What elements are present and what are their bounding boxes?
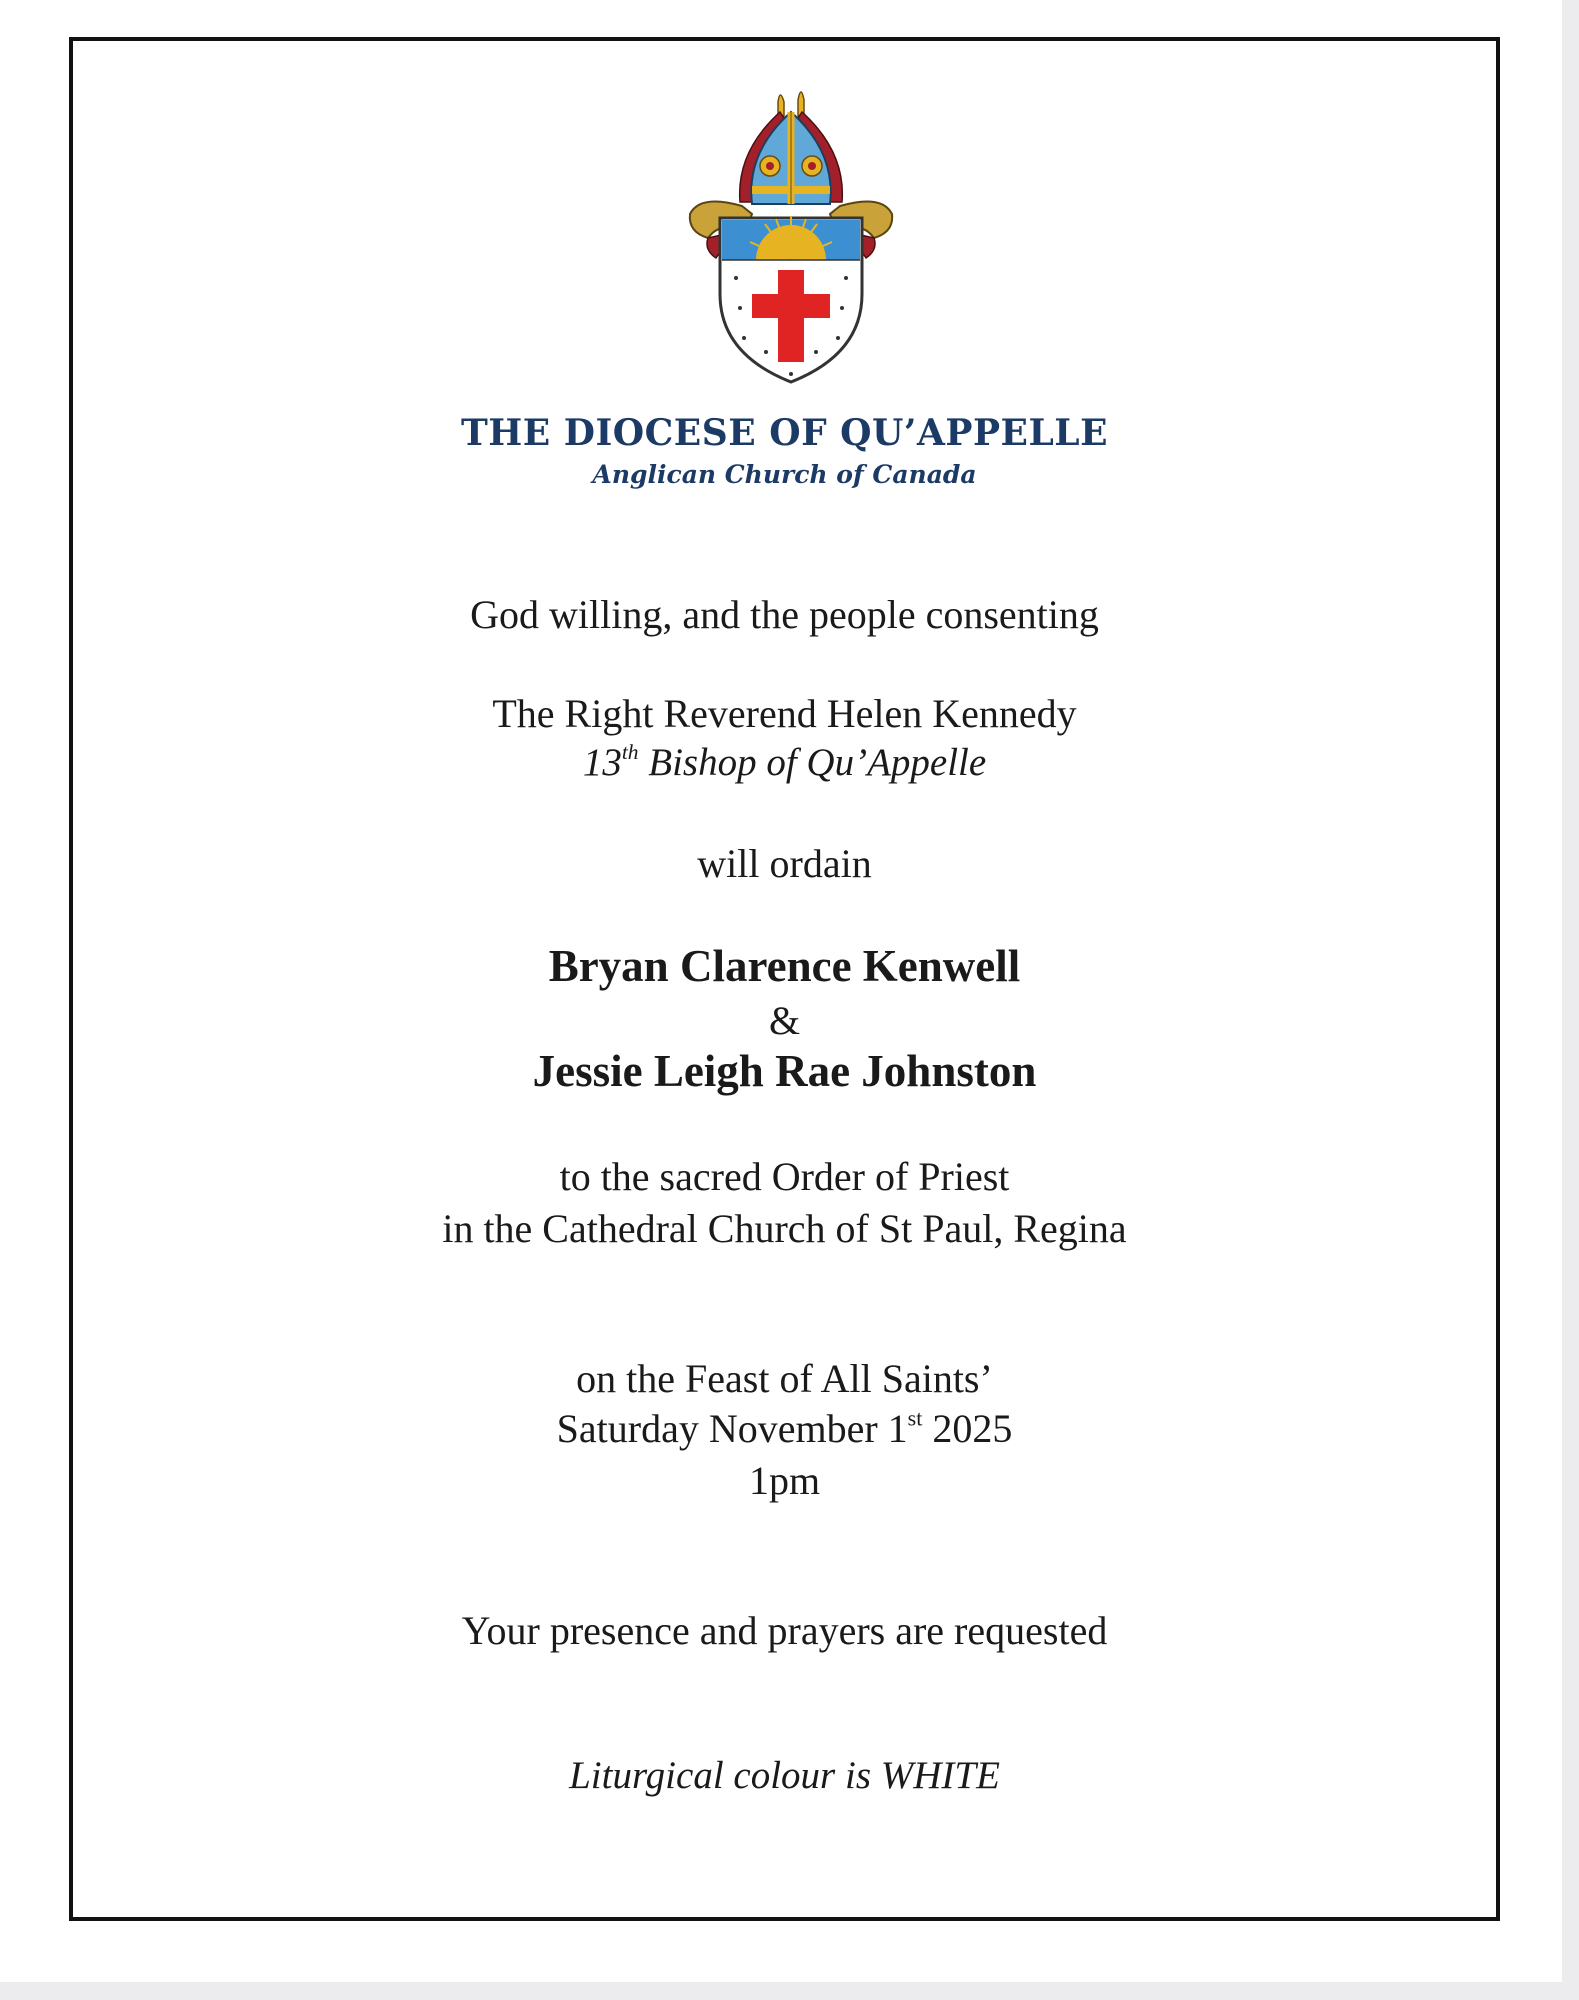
request-line: Your presence and prayers are requested xyxy=(461,1608,1108,1653)
time-line: 1pm xyxy=(748,1458,821,1503)
church-subtitle: Anglican Church of Canada xyxy=(592,460,977,489)
liturgical-colour-note: Liturgical colour is WHITE xyxy=(569,1754,1000,1797)
opening-line: God willing, and the people consenting xyxy=(470,592,1099,637)
officiant-title: 13th Bishop of Qu’Appelle xyxy=(582,739,987,784)
order-line: to the sacred Order of Priest xyxy=(559,1154,1010,1199)
officiant-name: The Right Reverend Helen Kennedy xyxy=(492,691,1077,736)
date-line: Saturday November 1st 2025 xyxy=(556,1405,1013,1451)
candidate-name: Bryan Clarence Kenwell xyxy=(548,941,1021,991)
venue-line: in the Cathedral Church of St Paul, Regina xyxy=(442,1206,1127,1251)
candidate-name: Jessie Leigh Rae Johnston xyxy=(532,1046,1037,1096)
diocese-name: THE DIOCESE OF QU’APPELLE xyxy=(460,412,1109,454)
ampersand: & xyxy=(768,998,801,1043)
feast-line: on the Feast of All Saints’ xyxy=(576,1356,993,1401)
diocesan-coat-of-arms-icon xyxy=(680,82,902,392)
ordain-line: will ordain xyxy=(697,841,872,886)
